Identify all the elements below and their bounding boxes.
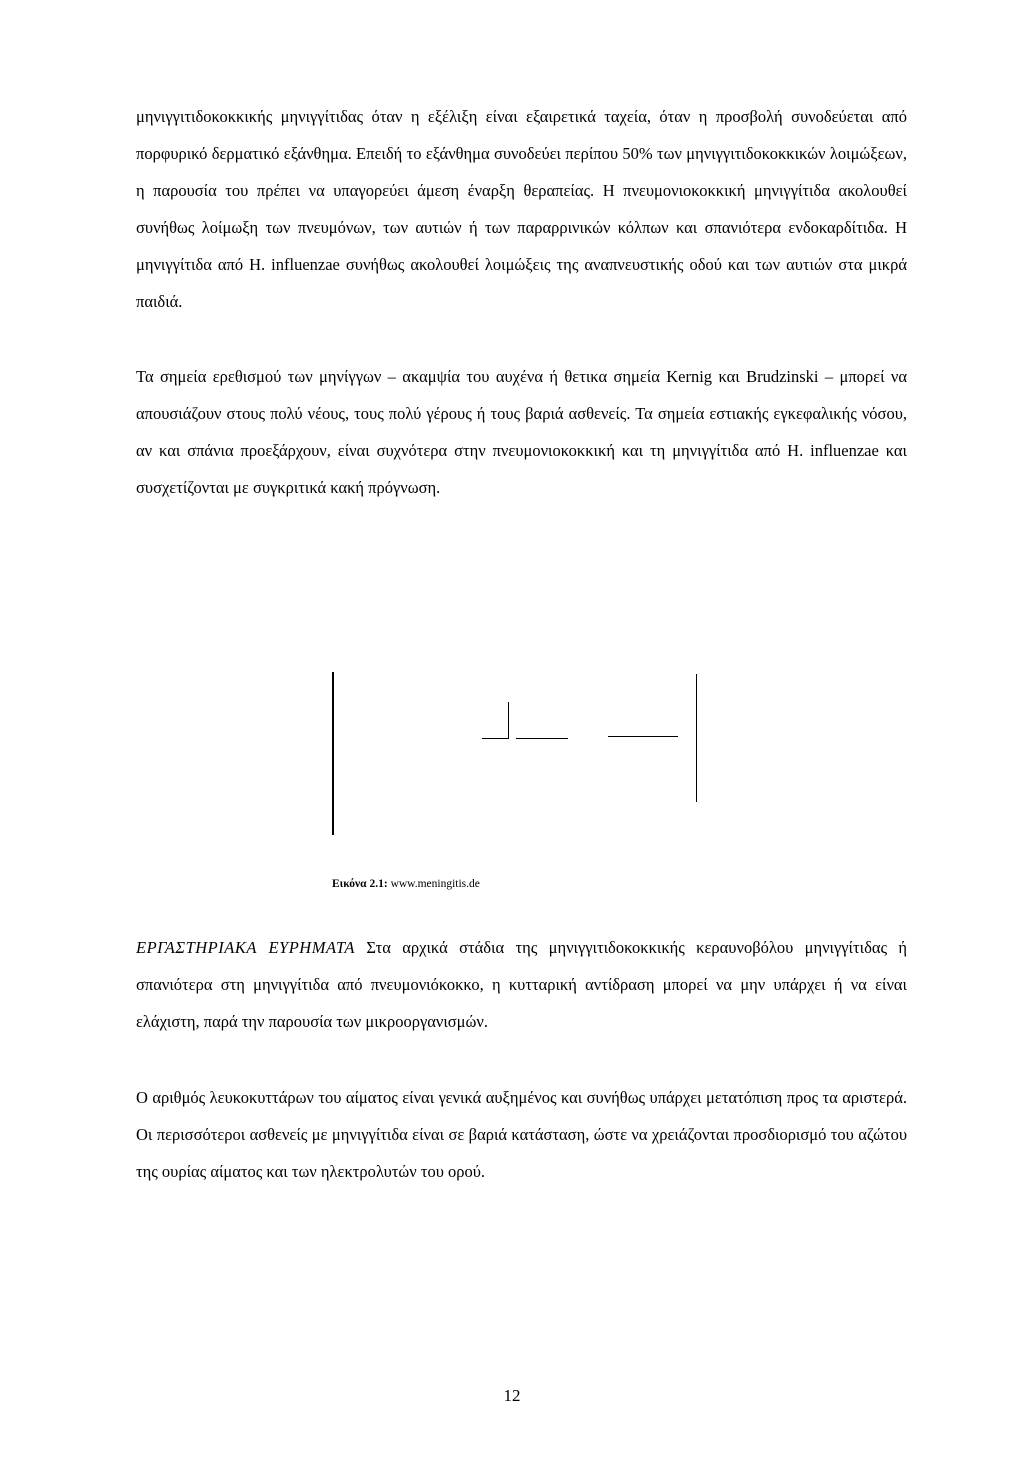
figure-frame-right	[696, 674, 697, 802]
paragraph-2-text: Τα σημεία ερεθισμού των μηνίγγων – ακαμψία του αυχένα ή θετικα σημεία Kernig και Brudzinski – μπορεί να απουσιάζουν στους πολύ νέους, τους πολύ γέρους ή τους βαριά ασθενείς. Τα σημεία εστιακής εγκεφαλικής νόσου, αν και σπάνια προεξάρχουν, είναι συχνότερα στην πνευμονιοκοκκική και τη μηνιγγίτιδα από Η. influenzae και συσχετίζονται με συγκριτικά κακή πρόγνωση.	[136, 367, 907, 497]
paragraph-1: μηνιγγιτιδοκοκκικής μηνιγγίτιδας όταν η εξέλιξη είναι εξαιρετικά ταχεία, όταν η προσβολή συνοδεύεται από πορφυρικό δερματικό εξάνθημα. Επειδή το εξάνθημα συνοδεύει περίπου 50% των μηνιγγιτιδοκοκκικών λοιμώξεων, η παρουσία του πρέπει να υπαγορεύει άμεση έναρξη θεραπείας. Η πνευμονιοκοκκική μηνιγγίτιδα ακολουθεί συνήθως λοίμωξη των πνευμόνων, των αυτιών ή των παραρρινικών κόλπων και σπανιότερα ενδοκαρδίτιδα. Η μηνιγγίτιδα από Η. influenzae συνήθως ακολουθεί λοιμώξεις της αναπνευστικής οδού και των αυτιών στα μικρά παιδιά.	[136, 107, 907, 311]
figure-mark-c	[516, 738, 568, 739]
section-label: ΕΡΓΑΣΤΗΡΙΑΚΑ ΕΥΡΗΜΑΤΑ	[136, 938, 355, 957]
figure-caption	[332, 878, 480, 890]
page-number: 12	[503, 1386, 521, 1405]
paragraph-3-text: Στα αρχικά στάδια της μηνιγγιτιδοκοκκικής κεραυνοβόλου μηνιγγίτιδας ή σπανιότερα στη μηνιγγίτιδα από πνευμονιόκοκκο, η κυτταρική αντίδραση μπορεί να μην υπάρχει ή να είναι ελάχιστη, παρά την παρουσία των μικροοργανισμών.	[136, 938, 908, 1031]
paragraph-4	[136, 1079, 907, 1190]
figure-mark-b	[508, 702, 509, 739]
figure-caption-link[interactable]: www.meningitis.de	[390, 878, 480, 890]
figure-caption-label: Εικόνα 2.1:	[332, 878, 388, 890]
paragraph-4-text: Ο αριθμός λευκοκυττάρων του αίματος είναι γενικά αυξημένος και συνήθως υπάρχει μετατόπιση προς τα αριστερά. Οι περισσότεροι ασθενείς με μηνιγγίτιδα είναι σε βαριά κατάσταση, ώστε να χρειάζονται προσδιορισμό του αζώτου της ουρίας αίματος και των ηλεκτρολυτών του ορού.	[136, 1088, 907, 1181]
figure-mark-d	[608, 736, 678, 737]
paragraph-3	[136, 929, 907, 1040]
figure-mark-a	[482, 738, 508, 739]
figure-frame-left	[332, 672, 334, 835]
figure-image	[330, 672, 710, 837]
paragraph-2	[136, 358, 907, 506]
